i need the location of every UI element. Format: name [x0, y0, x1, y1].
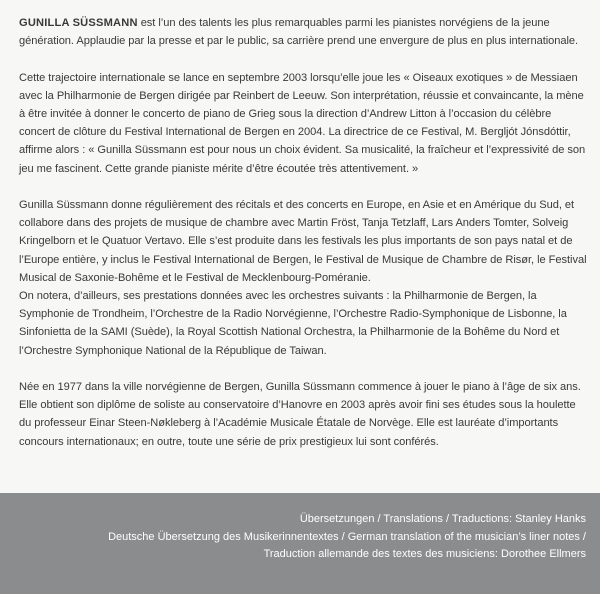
bio-paragraph-orchestras: On notera, d’ailleurs, ses prestations données avec les orchestres suivants : la Philharmonie de Bergen, la Symphonie de Trondheim, l’Orchestre de la Radio Norvégienne, l’Orchestre Radio-Symphonique de Lisbonne, la Sinfonietta de la SAMI (Suède), la Royal Scottish National Orchestra, la Philharmonie de la Bohême du Nord et l’Orchestre Symphonique National de la République de Taiwan. — [19, 290, 567, 357]
bio-intro-text: est l’un des talents les plus remarquables parmi les pianistes norvégiens de la jeune génération. Applaudie par la presse et par le public, sa carrière prend une envergure de plus en plus internationale. — [19, 17, 579, 48]
credit-line-translations: Übersetzungen / Translations / Traductions: Stanley Hanks — [299, 513, 586, 525]
bio-paragraph-education: Née en 1977 dans la ville norvégienne de Bergen, Gunilla Süssmann commence à jouer le piano à l’âge de six ans. Elle obtient son diplôme de soliste au conservatoire d’Hanovre en 2003 après avoir fini ses études sous la houlette du professeur Einar Steen-Nøkleberg à l’Académie Musicale Étatale de Norvège. Elle est lauréate d’importants concours internationaux; en outre, toute une série de prix prestigieux lui sont conférés. — [19, 381, 581, 448]
bio-paragraph-concerts: Gunilla Süssmann donne régulièrement des récitals et des concerts en Europe, en Asie et en Amérique du Sud, et collabore dans des projets de musique de chambre avec Martin Fröst, Tanja Tetzlaff, Lars Anders Tomter, Solveig Kringelborn et le Quatuor Vertavo. Elle s’est produite dans les festivals les plus importants de son pays natal et de l’Europe entière, y inclus le Festival International de Bergen, le Festival de Musique de Chambre de Risør, le Festival Musical de Saxonie-Bohême et le Festival de Mecklenbourg-Poméranie. — [19, 199, 587, 284]
translation-credits — [108, 511, 586, 564]
bio-paragraph-career: Cette trajectoire internationale se lance en septembre 2003 lorsqu’elle joue les « Oiseaux exotiques » de Messiaen avec la Philharmonie de Bergen dirigée par Reinbert de Leeuw. Son interprétation, réussie et convaincante, la mène à être invitée à donner le concerto de piano de Grieg sous la direction d’Andrew Litton à l’occasion du célèbre concert de clôture du Festival International de Bergen en 2004. La directrice de ce Festival, M. Bergljót Jónsdóttir, affirme alors : « Gunilla Süssmann est pour nous un choix évident. Sa musicalité, la fraîcheur et l’expressivité de son jeu me fascinent. Cette grande pianiste mérite d’être écoutée très attentivement. » — [19, 71, 586, 175]
biography-text — [19, 14, 589, 469]
bio-paragraph-intro — [19, 14, 589, 50]
credits-band — [0, 493, 600, 594]
credit-line-french-translation: Traduction allemande des textes des musiciens: Dorothee Ellmers — [263, 548, 586, 560]
credit-line-german-translation: Deutsche Übersetzung des Musikerinnentextes / German translation of the musician’s liner notes / — [108, 530, 586, 543]
artist-name: GUNILLA SÜSSMANN — [19, 17, 138, 29]
